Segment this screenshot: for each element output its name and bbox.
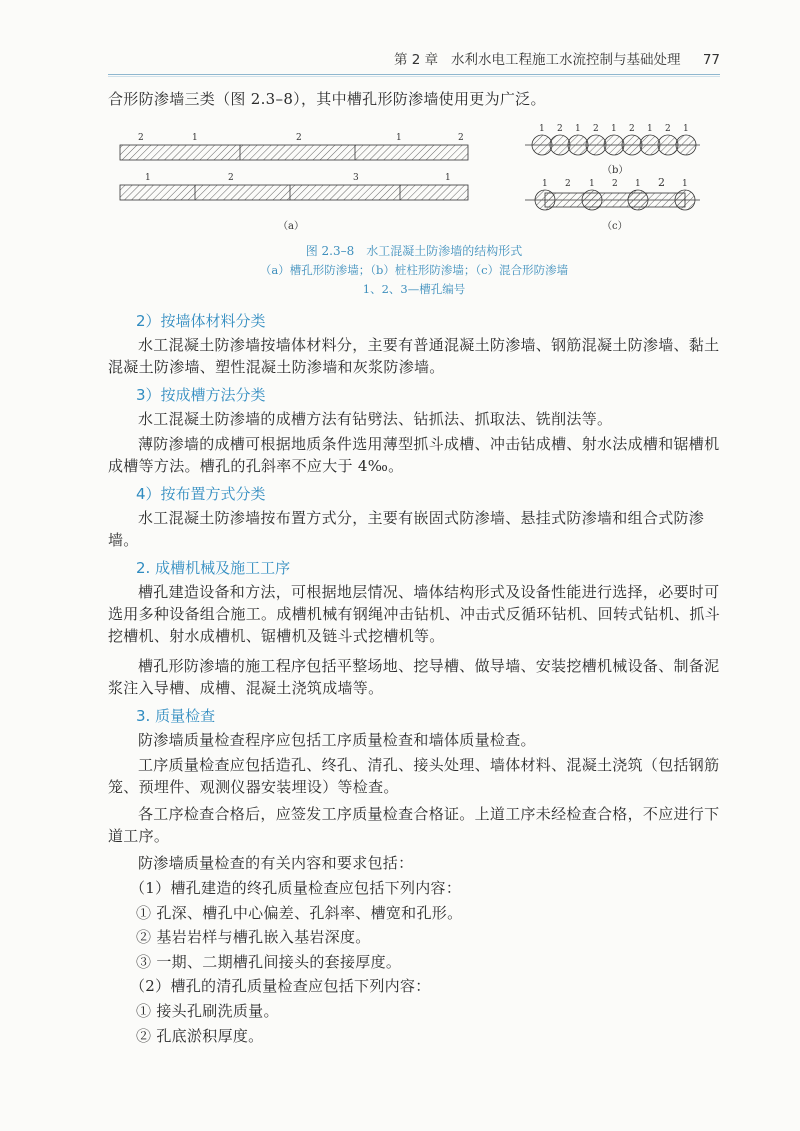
list-item: ③ 一期、二期槽孔间接头的套接厚度。: [136, 953, 402, 971]
list-item: ① 接头孔刷洗质量。: [136, 1002, 279, 1020]
header-rule: [108, 74, 720, 75]
b-label: 1: [539, 124, 545, 134]
paragraph: 各工序检查合格后，应签发工序质量检查合格证。上道工序未经检查合格，不应进行下道工序。: [108, 805, 720, 845]
paragraph: 槽孔形防渗墙的施工程序包括平整场地、挖导槽、做导墙、安装挖槽机械设备、制备泥浆注入导槽、成槽、混凝土浇筑成墙等。: [108, 657, 720, 697]
c-label: 1: [542, 179, 548, 189]
list-item: ② 基岩岩样与槽孔嵌入基岩深度。: [136, 928, 371, 946]
page-header: [0, 48, 720, 68]
heading-by-method: 3）按成槽方法分类: [136, 386, 266, 404]
paragraph: 防渗墙质量检查的有关内容和要求包括：: [138, 854, 414, 872]
paragraph: 水工混凝土防渗墙按墙体材料分，主要有普通混凝土防渗墙、钢筋混凝土防渗墙、黏土混凝土防渗墙、塑性混凝土防渗墙和灰浆防渗墙。: [108, 336, 720, 376]
figure-2-3-8: [100, 118, 720, 238]
b-label: 2: [665, 124, 671, 134]
heading-by-layout: 4）按布置方式分类: [136, 485, 266, 503]
a-bottom-label: 3: [353, 173, 359, 183]
b-label: 1: [683, 124, 689, 134]
header-rule-light: [108, 76, 720, 77]
figure-caption-title: 图 2.3–8 水工混凝土防渗墙的结构形式: [305, 244, 523, 258]
paragraph: 水工混凝土防渗墙按布置方式分，主要有嵌固式防渗墙、悬挂式防渗墙和组合式防渗墙。: [108, 509, 705, 549]
paragraph: 工序质量检查应包括造孔、终孔、清孔、接头处理、墙体材料、混凝土浇筑（包括钢筋笼、预埋件、观测仪器安装埋设）等检查。: [108, 756, 720, 796]
a-bottom-label: 1: [145, 173, 151, 183]
a-top-label: 2: [138, 133, 144, 143]
c-label: 1: [682, 179, 688, 189]
a-top-label: 2: [458, 133, 464, 143]
wall-a-bottom: [120, 185, 468, 200]
paragraph: 水工混凝土防渗墙的成槽方法有钻劈法、钻抓法、抓取法、铣削法等。: [138, 410, 613, 428]
c-label: 1: [589, 179, 595, 189]
b-label: 1: [647, 124, 653, 134]
b-label: 2: [629, 124, 635, 134]
a-top-label: 2: [296, 133, 302, 143]
a-bottom-label: 2: [228, 173, 234, 183]
intro-paragraph: 合形防渗墙三类（图 2.3–8），其中槽孔形防渗墙使用更为广泛。: [108, 90, 546, 108]
c-label: 2: [658, 176, 665, 189]
b-label: 2: [593, 124, 599, 134]
chapter-title: 水利水电工程施工水流控制与基础处理: [451, 52, 681, 68]
a-top-label: 1: [192, 133, 198, 143]
a-top-label: 1: [396, 133, 402, 143]
label-a: （a）: [278, 221, 304, 232]
paragraph: 薄防渗墙的成槽可根据地质条件选用薄型抓斗成槽、冲击钻成槽、射水法成槽和锯槽机成槽等方法。槽孔的孔斜率不应大于 4‰。: [108, 435, 720, 475]
b-label: 1: [611, 124, 617, 134]
list-item: ② 孔底淤积厚度。: [136, 1027, 264, 1045]
b-label: 2: [557, 124, 563, 134]
heading-machinery: 2. 成槽机械及施工工序: [136, 559, 291, 577]
paragraph: 槽孔建造设备和方法，可根据地层情况、墙体结构形式及设备性能进行选择，必要时可选用多种设备组合施工。成槽机械有钢绳冲击钻机、冲击式反循环钻机、回转式钻机、抓斗挖槽机、射水成槽机、锯槽机及链斗式挖槽机等。: [108, 583, 721, 645]
mixed-c: [535, 190, 695, 210]
c-label: 1: [635, 179, 641, 189]
list-item: （2）槽孔的清孔质量检查应包括下列内容：: [130, 977, 431, 995]
label-b: （b）: [602, 165, 629, 176]
c-label: 2: [612, 179, 618, 189]
figure-caption-subs: （a）槽孔形防渗墙；（b）桩柱形防渗墙；（c）混合形防渗墙: [259, 263, 569, 277]
list-item: ① 孔深、槽孔中心偏差、孔斜率、槽宽和孔形。: [136, 904, 463, 922]
figure-caption-key: 1、2、3—槽孔编号: [362, 282, 466, 296]
wall-a-top: [120, 145, 468, 160]
piles-b: [532, 135, 696, 155]
b-label: 1: [575, 124, 581, 134]
a-bottom-label: 1: [445, 173, 451, 183]
page-number: 77: [702, 52, 720, 68]
heading-by-material: 2）按墙体材料分类: [136, 312, 266, 330]
c-label: 2: [565, 179, 571, 189]
label-c: （c）: [602, 221, 628, 232]
list-item: （1）槽孔建造的终孔质量检查应包括下列内容：: [130, 879, 462, 897]
chapter-number: 第 2 章: [393, 52, 439, 68]
heading-quality: 3. 质量检查: [136, 707, 216, 725]
paragraph: 防渗墙质量检查程序应包括工序质量检查和墙体质量检查。: [138, 731, 536, 749]
